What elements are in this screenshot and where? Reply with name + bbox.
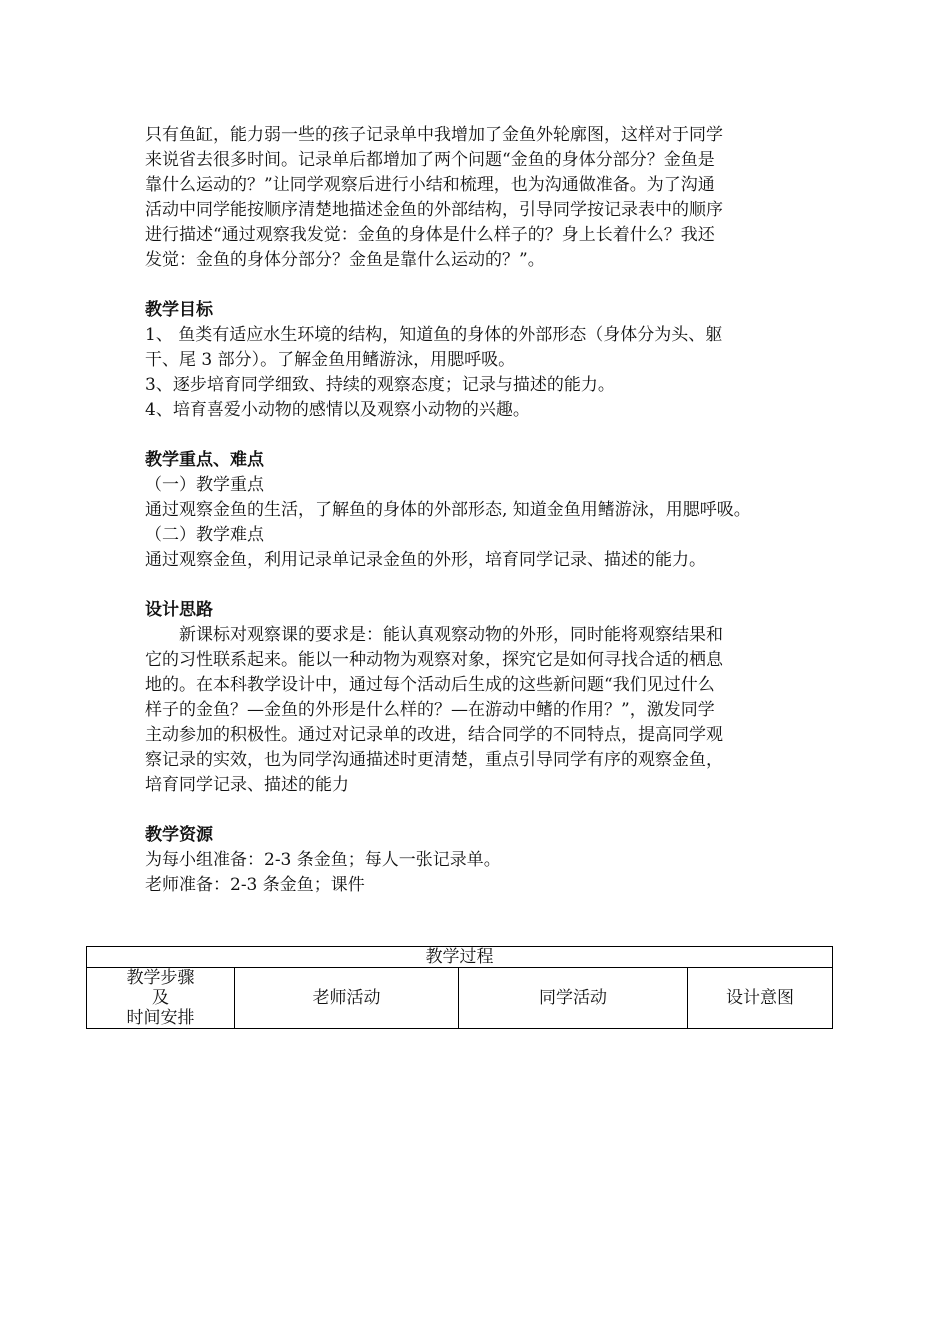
col-teacher-header: 老师活动 <box>235 968 459 1029</box>
intro-line: 进行描述“通过观察我发觉：金鱼的身体是什么样子的？身上长着什么？我还 <box>145 225 715 245</box>
design-line: 主动参加的积极性。通过对记录单的改进，结合同学的不同特点，提高同学观 <box>145 725 723 745</box>
keypoints-line: （二）教学难点 <box>145 525 264 545</box>
goals-line: 1、 鱼类有适应水生环境的结构，知道鱼的身体的外部形态（身体分为头、躯 <box>145 325 723 345</box>
keypoints-line: （一）教学重点 <box>145 475 264 495</box>
col-steps-line: 时间安排 <box>126 1008 195 1028</box>
design-line: 察记录的实效，也为同学沟通描述时更清楚，重点引导同学有序的观察金鱼， <box>145 750 723 770</box>
document-body <box>145 123 815 898</box>
intro-line: 来说省去很多时间。记录单后都增加了两个问题“金鱼的身体分部分？金鱼是 <box>145 150 715 170</box>
col-steps-line: 教学步骤 <box>126 968 195 988</box>
intro-line: 只有鱼缸，能力弱一些的孩子记录单中我增加了金鱼外轮廓图，这样对于同学 <box>145 125 723 145</box>
resources-heading: 教学资源 <box>145 825 213 845</box>
keypoints-heading: 教学重点、难点 <box>145 450 264 470</box>
design-line: 样子的金鱼？—金鱼的外形是什么样的？—在游动中鳍的作用？”，激发同学 <box>145 700 715 720</box>
resources-line: 老师准备：2-3 条金鱼；课件 <box>145 875 365 895</box>
goals-line: 4、培育喜爱小动物的感情以及观察小动物的兴趣。 <box>145 400 530 420</box>
intro-line: 靠什么运动的？”让同学观察后进行小结和梳理，也为沟通做准备。为了沟通 <box>145 175 715 195</box>
col-intent-header: 设计意图 <box>688 968 833 1029</box>
goals-heading: 教学目标 <box>145 300 213 320</box>
col-steps-header <box>87 968 235 1029</box>
keypoints-line: 通过观察金鱼的生活，了解鱼的身体的外部形态, 知道金鱼用鳍游泳，用腮呼吸。 <box>145 500 751 520</box>
col-student-header: 同学活动 <box>459 968 688 1029</box>
intro-line: 发觉：金鱼的身体分部分？金鱼是靠什么运动的？”。 <box>145 250 545 270</box>
col-steps-line: 及 <box>152 988 169 1008</box>
design-line: 培育同学记录、描述的能力 <box>145 775 349 795</box>
table-title: 教学过程 <box>87 947 833 968</box>
design-line: 新课标对观察课的要求是：能认真观察动物的外形，同时能将观察结果和 <box>179 625 723 645</box>
keypoints-line: 通过观察金鱼，利用记录单记录金鱼的外形，培育同学记录、描述的能力。 <box>145 550 706 570</box>
goals-line: 干、尾 3 部分）。了解金鱼用鳍游泳，用腮呼吸。 <box>145 350 516 370</box>
design-line: 地的。在本科教学设计中，通过每个活动后生成的这些新问题“我们见过什么 <box>145 675 715 695</box>
process-table <box>86 946 833 1029</box>
goals-line: 3、逐步培育同学细致、持续的观察态度；记录与描述的能力。 <box>145 375 615 395</box>
intro-line: 活动中同学能按顺序清楚地描述金鱼的外部结构，引导同学按记录表中的顺序 <box>145 200 723 220</box>
design-line: 它的习性联系起来。能以一种动物为观察对象，探究它是如何寻找合适的栖息 <box>145 650 723 670</box>
resources-line: 为每小组准备：2-3 条金鱼；每人一张记录单。 <box>145 850 501 870</box>
design-heading: 设计思路 <box>145 600 213 620</box>
